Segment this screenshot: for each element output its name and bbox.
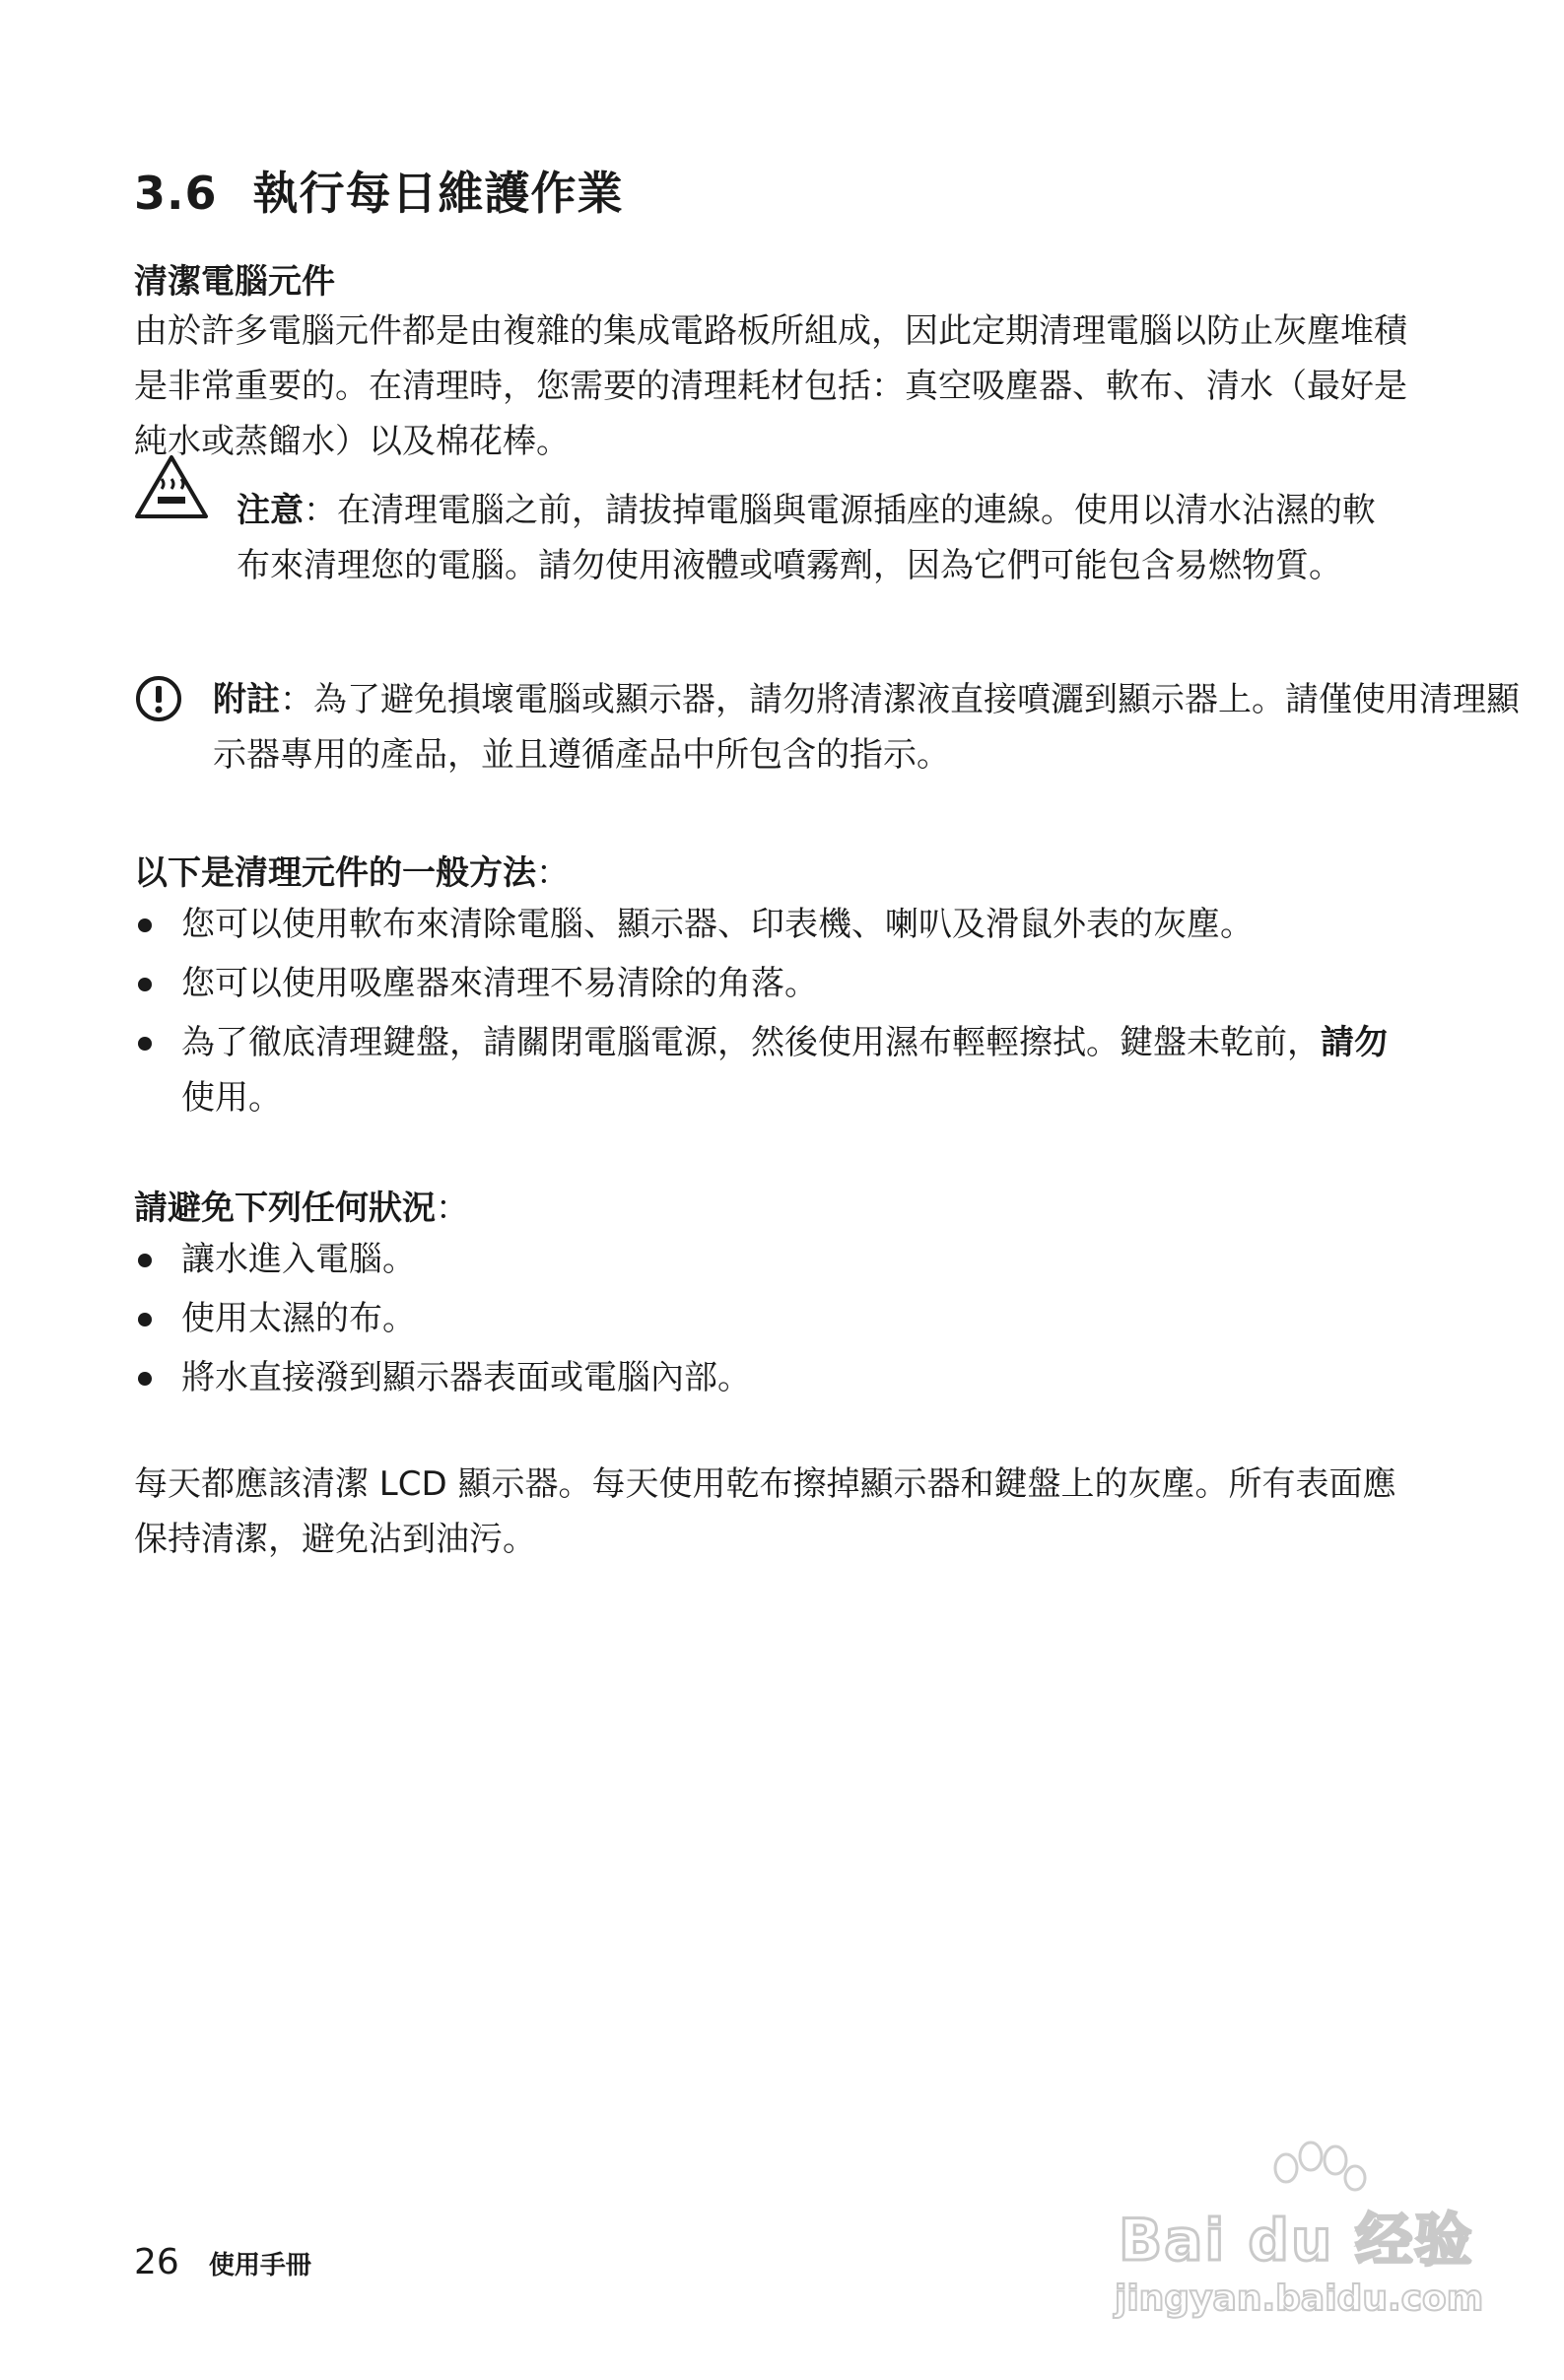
note-body: ：為了避免損壞電腦或顯示器，請勿將清潔液直接噴灑到顯示器上。請僅使用清理顯示器專用的產品，並且遵循產品中所包含的指示。 bbox=[213, 680, 1520, 775]
list-item-text: 為了徹底清理鍵盤，請關閉電腦電源，然後使用濕布輕輕擦拭。鍵盤未乾前， bbox=[181, 1023, 1321, 1062]
section-heading: 執行每日維護作業 bbox=[252, 167, 624, 220]
list-item-text: 您可以使用軟布來清除電腦、顯示器、印表機、喇叭及滑鼠外表的灰塵。 bbox=[181, 905, 1254, 944]
intro-paragraph: 由於許多電腦元件都是由複雜的集成電路板所組成，因此定期清理電腦以防止灰塵堆積是非常重要的。在清理時，您需要的清理耗材包括：真空吸塵器、軟布、清水（最好是純水或蒸餾水）以及棉花棒。 bbox=[134, 311, 1407, 461]
list-item bbox=[134, 1015, 1415, 1125]
list-item-text: 將水直接潑到顯示器表面或電腦內部。 bbox=[181, 1358, 751, 1397]
list-item-text: 您可以使用吸塵器來清理不易清除的角落。 bbox=[181, 964, 818, 1003]
avoid-colon: ： bbox=[436, 1189, 469, 1228]
bullet-dot bbox=[138, 1254, 152, 1267]
section-title bbox=[134, 158, 624, 223]
bullet-dot bbox=[138, 1313, 152, 1326]
bullet-dot bbox=[138, 978, 152, 991]
caution-text bbox=[237, 483, 1399, 593]
bullet-dot bbox=[138, 918, 152, 932]
cleaning-methods-colon: ： bbox=[536, 853, 570, 893]
avoid-heading bbox=[134, 1181, 469, 1229]
exclamation-circle-icon bbox=[134, 674, 183, 723]
clean-components-heading: 清潔電腦元件 bbox=[134, 262, 335, 302]
list-item-emphasis: 請勿 bbox=[1321, 1023, 1388, 1062]
cleaning-methods-title: 以下是清理元件的一般方法 bbox=[134, 853, 536, 893]
list-item bbox=[134, 1232, 1415, 1287]
list-item bbox=[134, 897, 1415, 952]
bullet-dot bbox=[138, 1372, 152, 1386]
caution-label: 注意 bbox=[237, 491, 304, 530]
bullet-dot bbox=[138, 1037, 152, 1051]
caution-body: ：在清理電腦之前，請拔掉電腦與電源插座的連線。使用以清水沾濕的軟布來清理您的電腦。請勿使用液體或噴霧劑，因為它們可能包含易燃物質。 bbox=[237, 491, 1376, 585]
list-item-text: 讓水進入電腦。 bbox=[181, 1240, 416, 1279]
list-item bbox=[134, 956, 1415, 1011]
section-number: 3.6 bbox=[134, 167, 218, 220]
hot-surface-warning-icon bbox=[134, 453, 209, 522]
page-number: 26 bbox=[134, 2242, 179, 2282]
list-item-text: 使用太濕的布。 bbox=[181, 1299, 416, 1338]
cleaning-methods-list bbox=[134, 897, 1415, 1125]
list-item-text-end: 使用。 bbox=[181, 1078, 282, 1118]
note-text bbox=[213, 672, 1533, 782]
list-item bbox=[134, 1350, 1415, 1405]
baidu-watermark bbox=[1099, 2139, 1493, 2336]
avoid-list bbox=[134, 1232, 1415, 1405]
note-label: 附註 bbox=[213, 680, 280, 719]
avoid-title: 請避免下列任何狀況 bbox=[134, 1189, 436, 1228]
closing-paragraph: 每天都應該清潔 LCD 顯示器。每天使用乾布擦掉顯示器和鍵盤上的灰塵。所有表面應保持清潔，避免沾到油污。 bbox=[134, 1464, 1396, 1559]
list-item bbox=[134, 1291, 1415, 1346]
page-footer bbox=[134, 2242, 311, 2282]
watermark-brand: Bai du 经验 bbox=[1119, 2207, 1474, 2274]
cleaning-methods-heading bbox=[134, 846, 570, 894]
manual-title: 使用手冊 bbox=[208, 2251, 311, 2280]
watermark-url: jingyan.baidu.com bbox=[1115, 2278, 1484, 2319]
